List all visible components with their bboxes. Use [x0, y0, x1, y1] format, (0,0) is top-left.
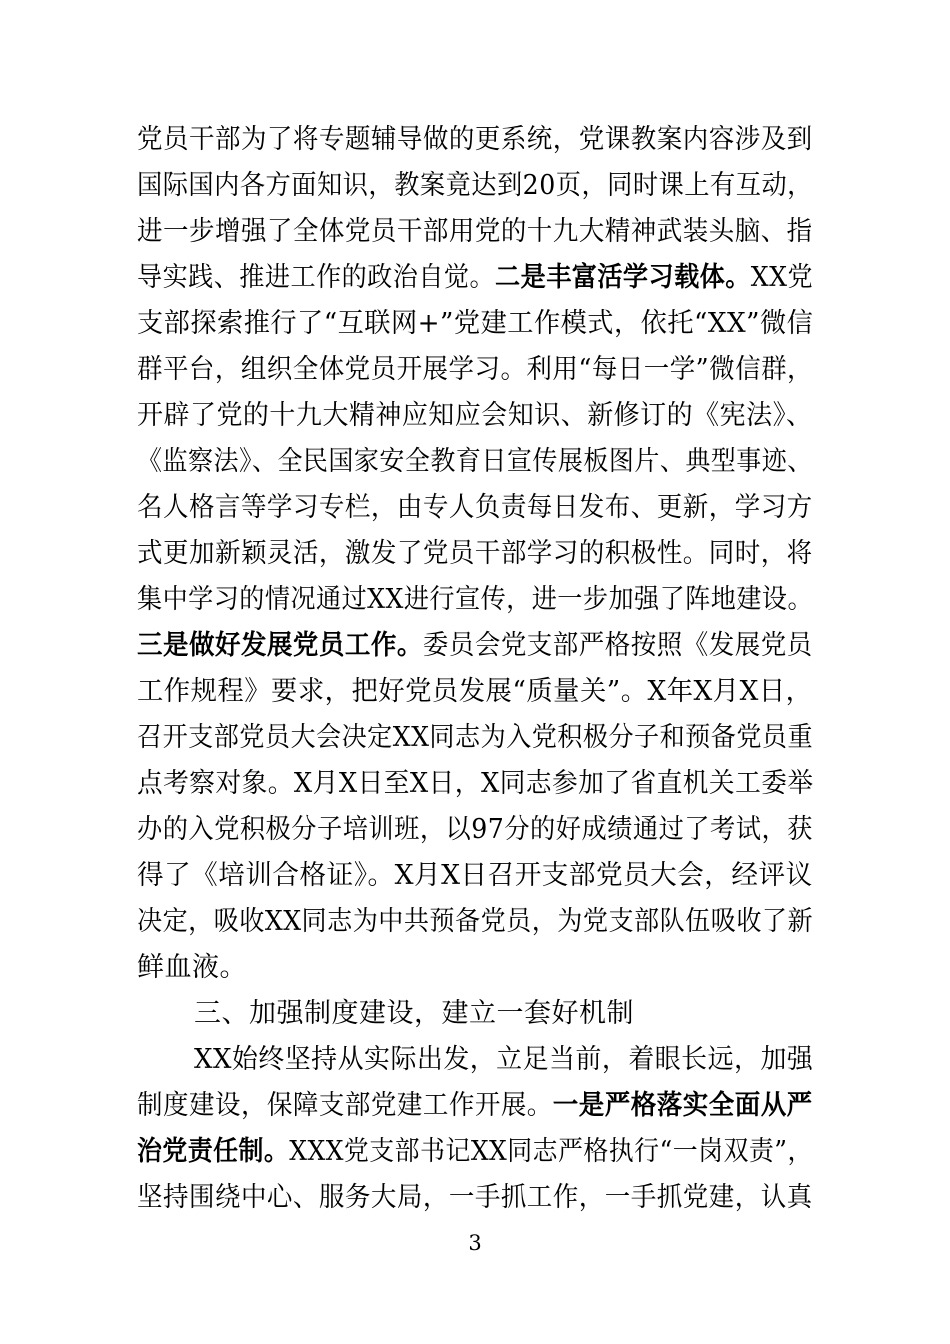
text-run: 开辟了党的十九大精神应知应会知识、新修订的《宪法》、: [137, 400, 813, 431]
text-run: 制度建设，保障支部党建工作开展。: [137, 1090, 553, 1121]
bold-heading-run: 一是严格落实全面从严: [552, 1090, 813, 1121]
section-heading-text: 三、加强制度建设，建立一套好机制: [194, 998, 634, 1029]
bold-heading-run: 二是丰富活学习载体。: [495, 262, 751, 293]
text-run: 委员会党支部严格按照《发展党员: [422, 630, 813, 661]
body-text-line: [194, 1043, 813, 1077]
text-run: 群平台，组织全体党员开展学习。利用“每日一学”微信群，: [137, 354, 814, 385]
text-run: 点考察对象。X月X日至X日，X同志参加了省直机关工委举: [137, 768, 814, 799]
bold-heading-run: 三是做好发展党员工作。: [137, 630, 423, 661]
body-text-line: [137, 1181, 813, 1215]
body-text-line: [137, 491, 813, 525]
text-run: 《监察法》、全民国家安全教育日宣传展板图片、典型事迹、: [137, 446, 813, 477]
text-run: 支部探索推行了“互联网+”党建工作模式，依托“XX”微信: [137, 308, 814, 339]
text-run: 工作规程》要求，把好党员发展“质量关”。X年X月X日，: [137, 676, 813, 707]
body-text-line: [137, 905, 813, 939]
body-text-line: [137, 1089, 813, 1123]
section-heading: [194, 997, 634, 1031]
text-run: 坚持围绕中心、服务大局，一手抓工作，一手抓党建，认真: [137, 1182, 813, 1213]
body-text-line: [137, 399, 813, 433]
body-text-line: [137, 583, 813, 617]
body-text-line: [137, 215, 813, 249]
text-run: 得了《培训合格证》。X月X日召开支部党员大会，经评议: [137, 860, 813, 891]
body-text-line: [137, 353, 813, 387]
body-text-line: [137, 261, 813, 295]
body-text-line: [137, 767, 814, 801]
body-text-line: [137, 721, 813, 755]
text-run: 式更加新颖灵活，激发了党员干部学习的积极性。同时，将: [137, 538, 813, 569]
body-text-line: [137, 169, 813, 203]
body-text-line: [137, 859, 813, 893]
body-text-line: [137, 675, 812, 709]
text-run: 召开支部党员大会决定XX同志为入党积极分子和预备党员重: [137, 722, 814, 753]
text-run: 国际国内各方面知识，教案竟达到20页，同时课上有互动，: [137, 170, 813, 201]
text-run: 鲜血液。: [137, 952, 247, 983]
text-run: 办的入党积极分子培训班，以97分的好成绩通过了考试，获: [137, 814, 813, 845]
body-text-line: [137, 307, 813, 341]
page-number: 3: [468, 1231, 482, 1255]
body-text-line: [137, 123, 813, 157]
bold-heading-run: 治党责任制。: [137, 1136, 290, 1167]
body-text-line: [137, 951, 247, 985]
body-text-line: [137, 537, 813, 571]
text-run: 导实践、推进工作的政治自觉。: [137, 262, 496, 293]
text-run: 党员干部为了将专题辅导做的更系统，党课教案内容涉及到: [137, 124, 813, 155]
body-text-line: [137, 445, 813, 479]
body-text-line: [137, 1135, 813, 1169]
text-run: 集中学习的情况通过XX进行宣传，进一步加强了阵地建设。: [137, 584, 814, 615]
text-run: 名人格言等学习专栏，由专人负责每日发布、更新，学习方: [137, 492, 813, 523]
text-run: XX始终坚持从实际出发，立足当前，着眼长远，加强: [194, 1044, 814, 1075]
text-run: 进一步增强了全体党员干部用党的十九大精神武装头脑、指: [137, 216, 813, 247]
text-run: 决定，吸收XX同志为中共预备党员，为党支部队伍吸收了新: [137, 906, 814, 937]
body-text-line: [137, 629, 813, 663]
text-run: XXX党支部书记XX同志严格执行“一岗双责”，: [289, 1136, 813, 1167]
body-text-line: [137, 813, 813, 847]
text-run: XX党: [750, 262, 814, 293]
